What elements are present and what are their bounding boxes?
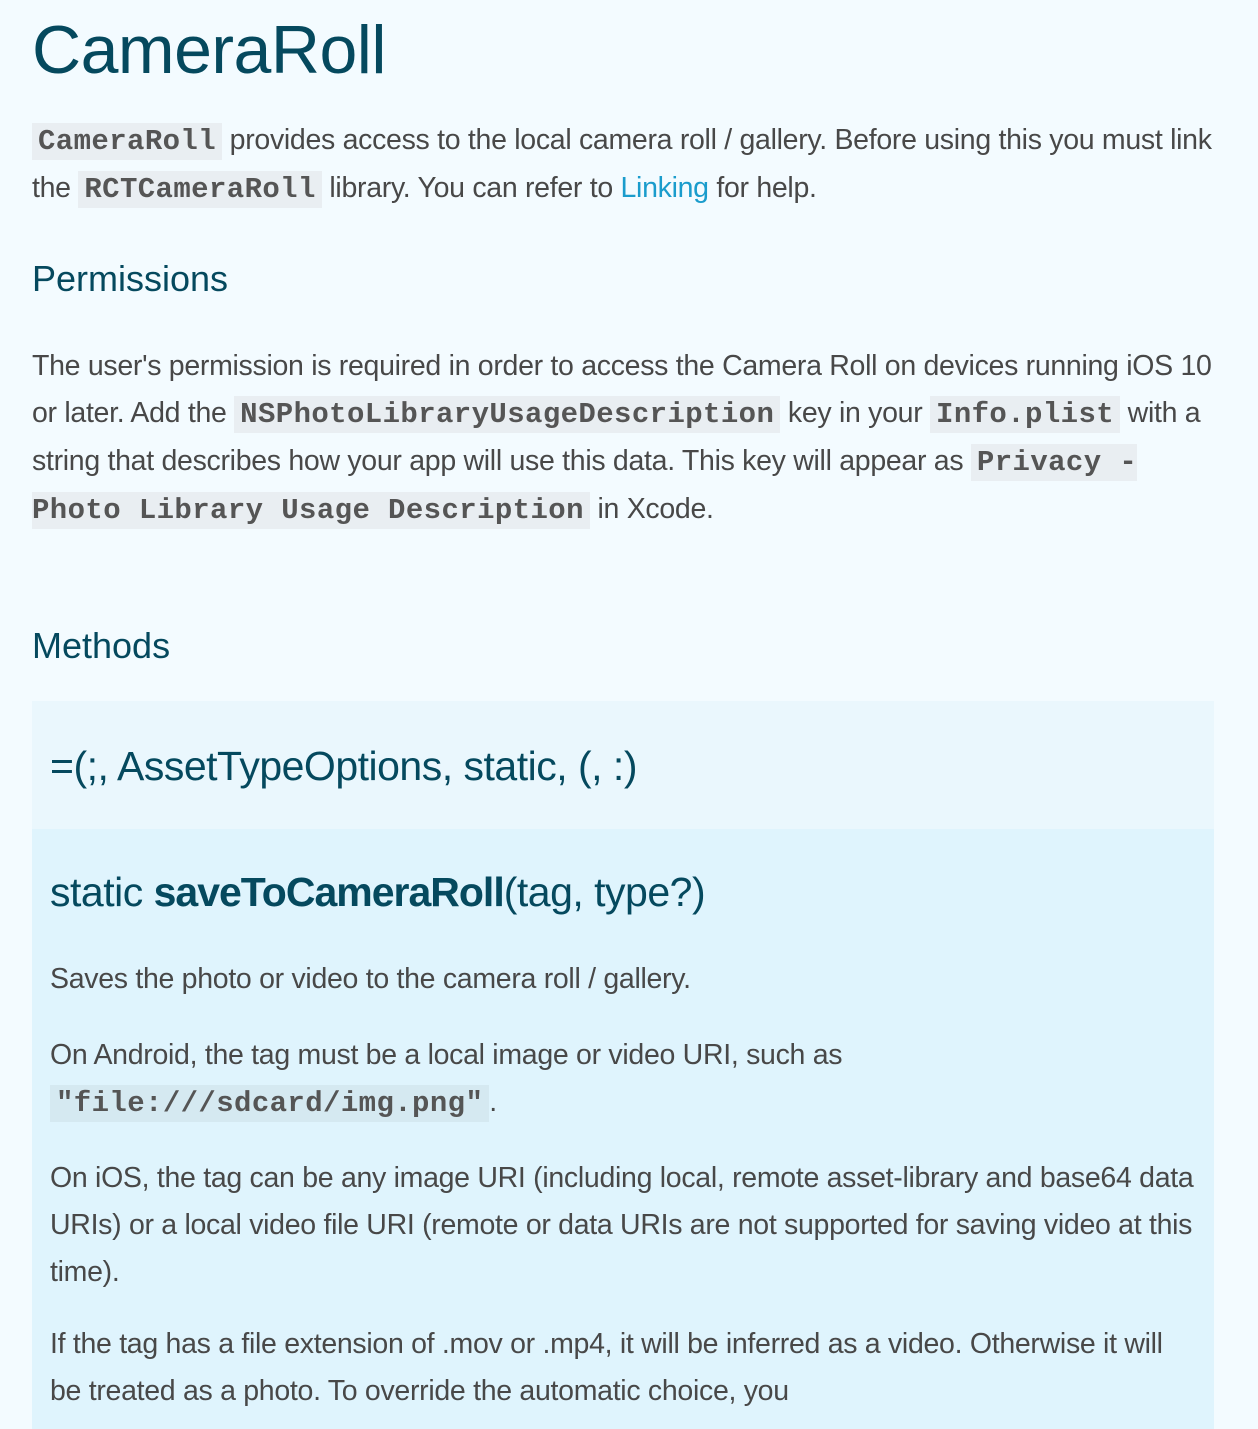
inline-code: Info.plist	[930, 396, 1120, 433]
methods-heading: Methods	[32, 625, 171, 666]
method-signature: static saveToCameraRoll(tag, type?)	[50, 869, 706, 915]
method-name: saveToCameraRoll	[153, 869, 504, 915]
method-extension-note: If the tag has a file extension of .mov or .mp4, it will be inferred as a video. Otherwise it will be treated as a photo. To override the automatic choice, you	[50, 1328, 1163, 1407]
page-title: CameraRoll	[32, 12, 386, 88]
linking-link[interactable]: Linking	[620, 172, 709, 204]
method-android-note: On Android, the tag must be a local image or video URI, such as "file:///sdcard/img.png" .	[50, 1039, 843, 1120]
permissions-heading: Permissions	[32, 258, 229, 299]
inline-code: RCTCameraRoll	[78, 171, 321, 208]
intro-paragraph: CameraRoll provides access to the local camera roll / gallery. Before using this you must link the RCTCameraRoll library. You can refer to Linking for help.	[32, 124, 1212, 206]
permissions-paragraph: The user's permission is required in order to access the Camera Roll on devices running iOS 10 or later. Add the NSPhotoLibraryUsageDescription key in your Info.plist with a string that describes how your app will use this data. This key will appear as Privacy - Photo Library Usage Description in Xcode.	[32, 350, 1212, 527]
inline-code: "file:///sdcard/img.png"	[50, 1085, 489, 1122]
method-description: Saves the photo or video to the camera roll / gallery.	[50, 963, 691, 995]
method-ios-note: On iOS, the tag can be any image URI (including local, remote asset-library and base64 data URIs) or a local video file URI (remote or data URIs are not supported for saving video at this time).	[50, 1162, 1194, 1288]
method-header-signature: =(;, AssetTypeOptions, static, (, :)	[50, 743, 637, 789]
inline-code: Privacy - Photo Library Usage Description	[32, 446, 1138, 527]
methods-header-box	[32, 701, 1214, 829]
inline-code: CameraRoll	[32, 123, 222, 160]
method-save-to-camera-roll	[32, 829, 1214, 1429]
inline-code: NSPhotoLibraryUsageDescription	[234, 396, 780, 433]
